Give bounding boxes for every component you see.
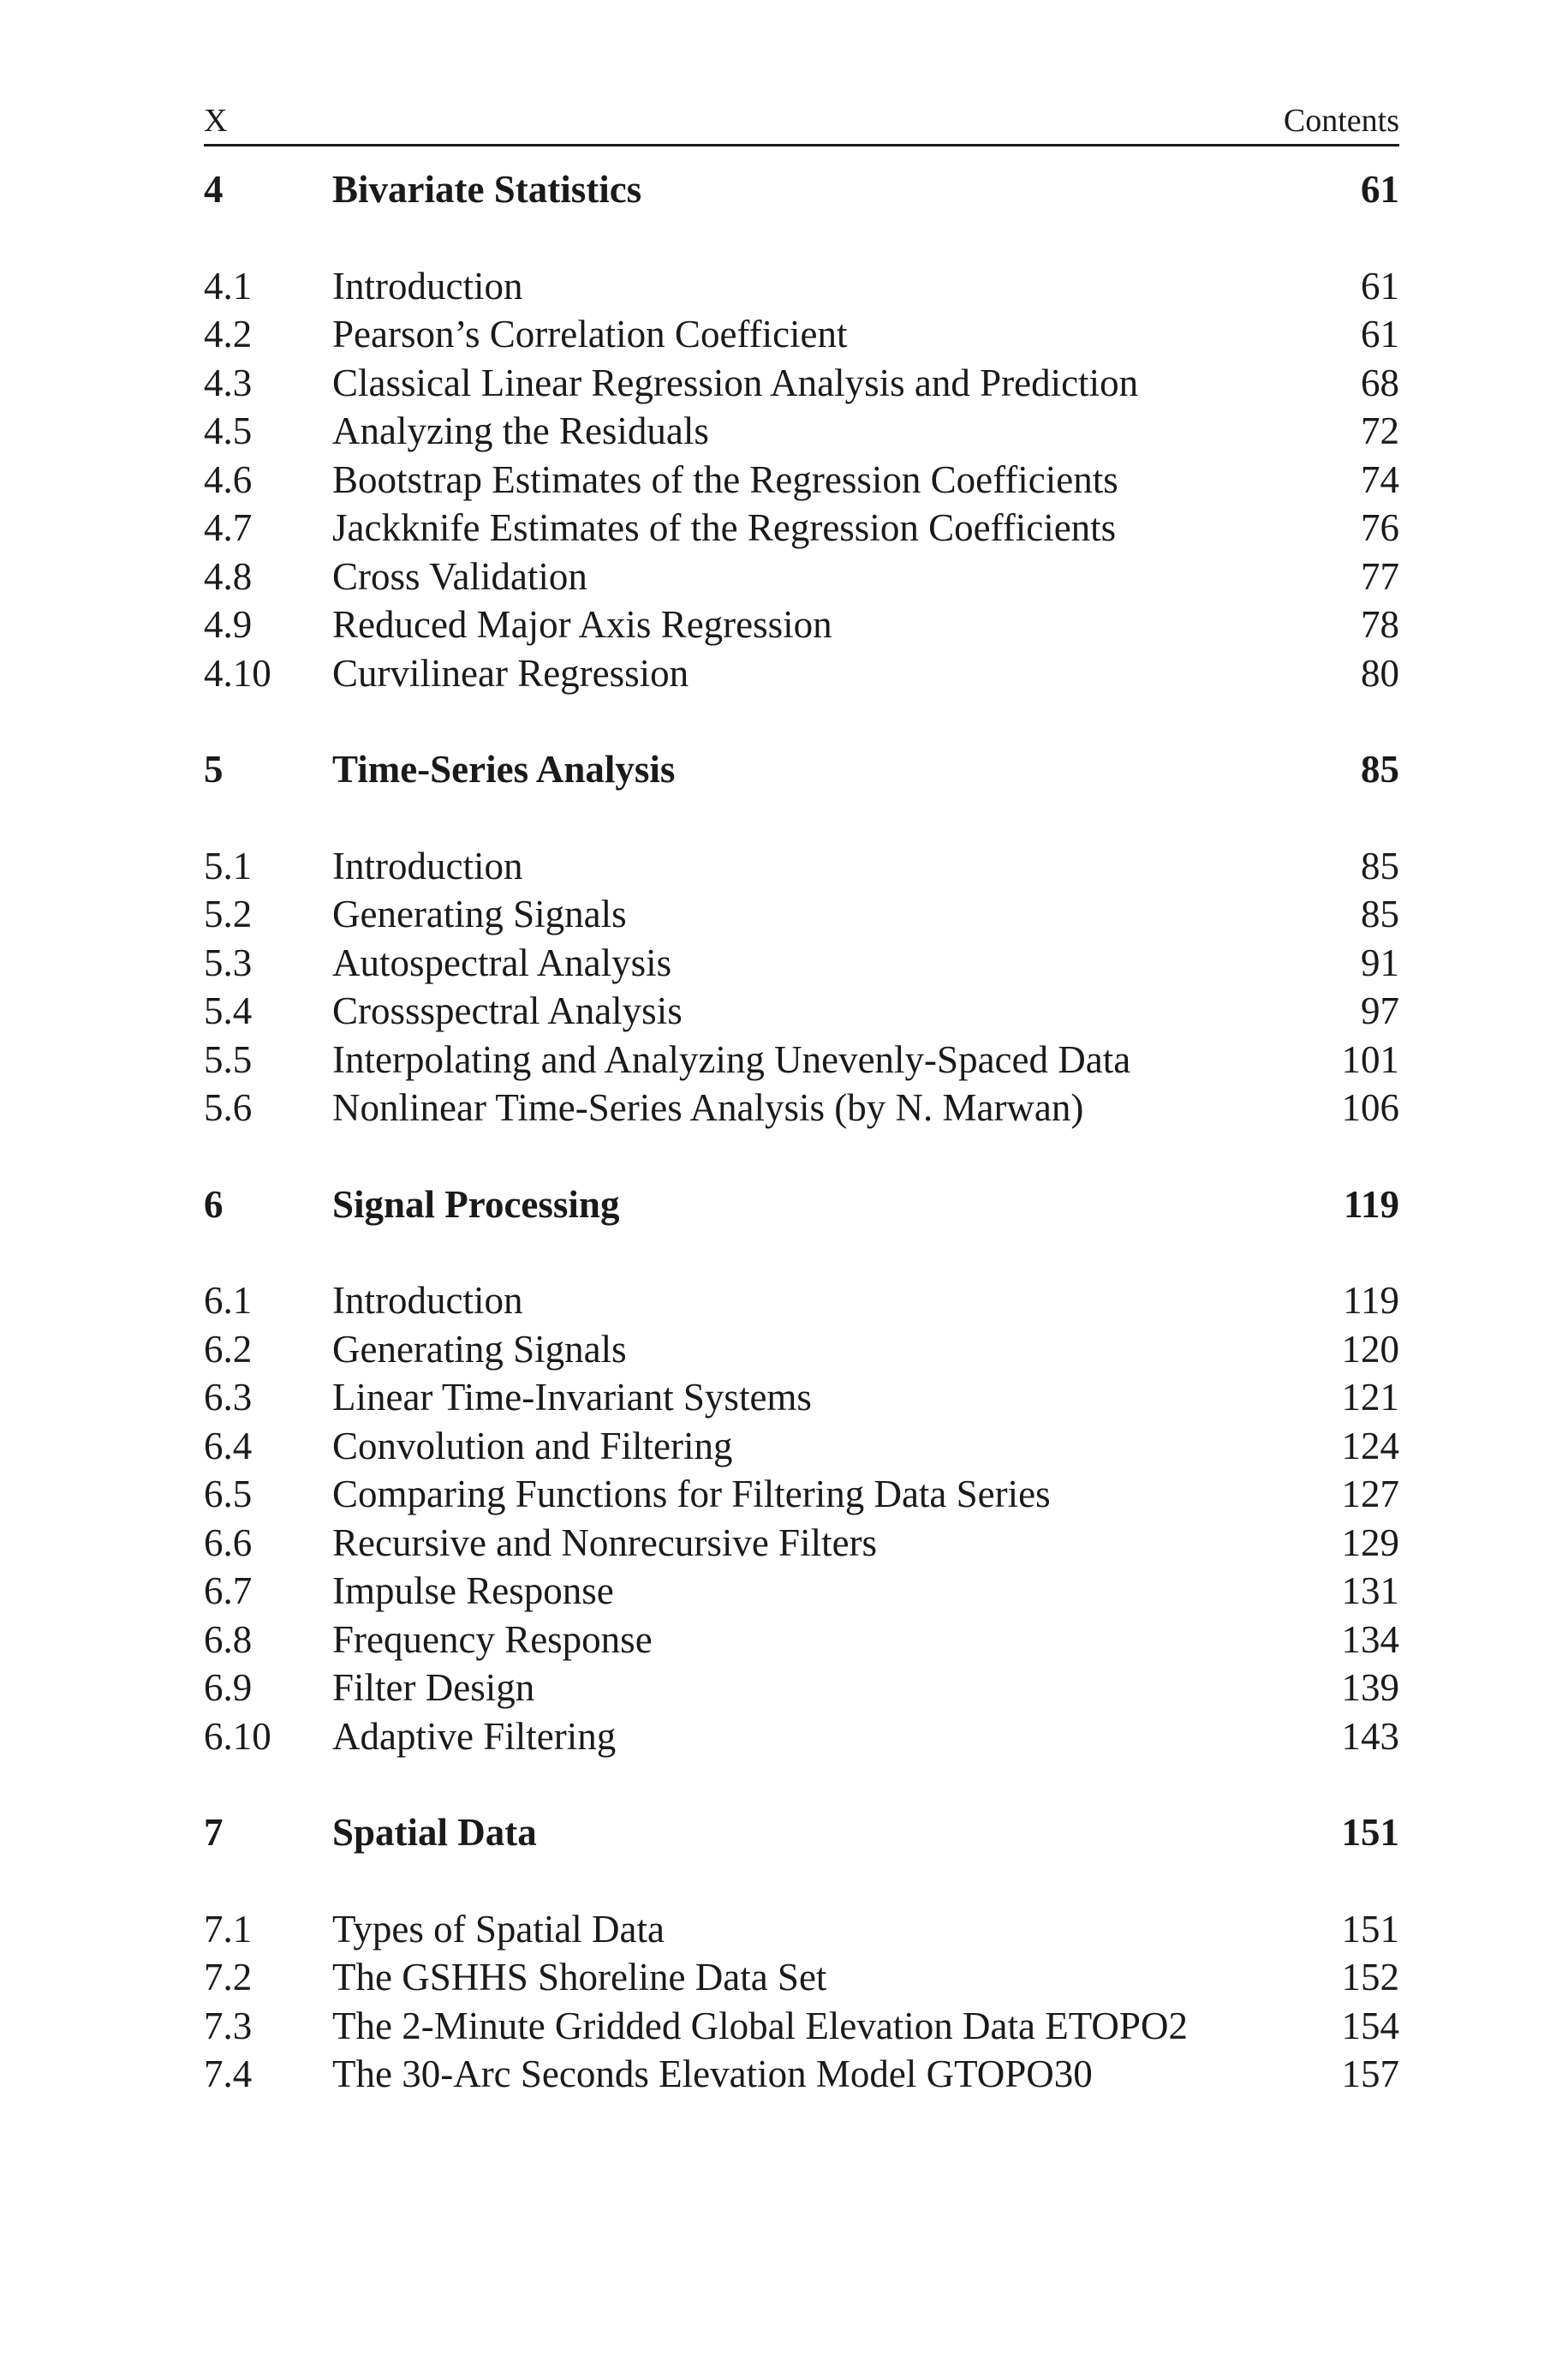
section-title: Cross Validation — [332, 554, 587, 598]
section-page: 80 — [1361, 651, 1399, 695]
section-number: 4.1 — [204, 264, 253, 308]
section-page: 77 — [1361, 554, 1399, 598]
section-title: The 2-Minute Gridded Global Elevation Data ETOPO2 — [332, 2004, 1188, 2047]
section-number: 7.1 — [204, 1907, 253, 1951]
chapter-page: 85 — [1361, 748, 1399, 791]
section-number: 7.4 — [204, 2052, 253, 2095]
section-title: Classical Linear Regression Analysis and Prediction — [332, 361, 1139, 404]
section-title: Bootstrap Estimates of the Regression Coefficients — [332, 457, 1118, 501]
toc-entry[interactable] — [204, 407, 1399, 456]
section-number: 4.7 — [204, 506, 253, 549]
toc-entry[interactable] — [204, 1953, 1399, 2002]
toc-entry[interactable] — [204, 1519, 1399, 1568]
section-number: 6.9 — [204, 1666, 253, 1709]
toc-entry[interactable] — [204, 1567, 1399, 1616]
toc-entry[interactable] — [204, 553, 1399, 601]
toc-entry[interactable] — [204, 1470, 1399, 1519]
chapter-heading[interactable] — [204, 1180, 1399, 1229]
toc-entry[interactable] — [204, 2002, 1399, 2051]
section-page: 151 — [1341, 1907, 1399, 1951]
section-number: 6.10 — [204, 1714, 271, 1758]
section-page: 129 — [1341, 1521, 1399, 1564]
section-number: 4.3 — [204, 361, 253, 404]
chapter-number: 7 — [204, 1811, 224, 1854]
section-page: 76 — [1361, 506, 1399, 549]
page-number-roman: X — [204, 103, 228, 139]
chapter-title: Bivariate Statistics — [332, 168, 642, 211]
section-title: Introduction — [332, 844, 523, 887]
section-title: Generating Signals — [332, 1327, 627, 1371]
chapter-number: 5 — [204, 748, 224, 791]
toc-entry[interactable] — [204, 649, 1399, 698]
toc-entry[interactable] — [204, 262, 1399, 311]
toc-entry[interactable] — [204, 456, 1399, 505]
toc-entry[interactable] — [204, 890, 1399, 939]
toc-entry[interactable] — [204, 1422, 1399, 1471]
section-number: 5.1 — [204, 844, 253, 887]
section-number: 5.5 — [204, 1037, 253, 1081]
section-number: 4.6 — [204, 457, 253, 501]
section-title: The GSHHS Shoreline Data Set — [332, 1956, 827, 1999]
section-title: Introduction — [332, 1279, 523, 1322]
section-title: Pearson’s Correlation Coefficient — [332, 313, 848, 356]
section-page: 139 — [1341, 1666, 1399, 1709]
section-title: Analyzing the Residuals — [332, 409, 709, 452]
toc-entry[interactable] — [204, 359, 1399, 408]
section-number: 6.2 — [204, 1327, 253, 1371]
section-page: 119 — [1343, 1279, 1399, 1322]
section-title: Linear Time-Invariant Systems — [332, 1376, 812, 1419]
toc-entry[interactable] — [204, 1712, 1399, 1761]
chapter-title: Signal Processing — [332, 1182, 620, 1226]
section-title: The 30-Arc Seconds Elevation Model GTOPO30 — [332, 2052, 1093, 2095]
section-number: 4.10 — [204, 651, 271, 695]
section-number: 6.1 — [204, 1279, 253, 1322]
section-number: 6.4 — [204, 1424, 253, 1467]
section-page: 68 — [1361, 361, 1399, 404]
chapter-number: 6 — [204, 1182, 224, 1226]
section-title: Nonlinear Time-Series Analysis (by N. Marwan) — [332, 1086, 1084, 1129]
section-page: 157 — [1341, 2052, 1399, 2095]
toc-entry[interactable] — [204, 1276, 1399, 1325]
section-page: 124 — [1341, 1424, 1399, 1467]
section-number: 6.6 — [204, 1521, 253, 1564]
section-number: 5.2 — [204, 893, 253, 935]
chapter-page: 119 — [1343, 1182, 1399, 1226]
section-page: 143 — [1341, 1714, 1399, 1758]
section-page: 72 — [1361, 409, 1399, 452]
section-page: 120 — [1341, 1327, 1399, 1371]
section-number: 4.2 — [204, 313, 253, 356]
section-page: 121 — [1341, 1376, 1399, 1419]
section-page: 154 — [1341, 2004, 1399, 2047]
chapter-heading[interactable] — [204, 745, 1399, 794]
toc-entry[interactable] — [204, 1084, 1399, 1132]
chapter-heading[interactable] — [204, 165, 1399, 214]
section-title: Comparing Functions for Filtering Data Series — [332, 1473, 1051, 1515]
section-title: Recursive and Nonrecursive Filters — [332, 1521, 878, 1564]
section-page: 131 — [1341, 1569, 1399, 1612]
toc-entry[interactable] — [204, 1664, 1399, 1712]
toc-entry[interactable] — [204, 1616, 1399, 1664]
section-title: Generating Signals — [332, 893, 627, 935]
toc-entry[interactable] — [204, 600, 1399, 649]
chapter-title: Spatial Data — [332, 1811, 537, 1854]
section-number: 5.4 — [204, 989, 253, 1032]
section-title: Adaptive Filtering — [332, 1714, 617, 1758]
chapter-heading[interactable] — [204, 1808, 1399, 1857]
section-number: 6.8 — [204, 1617, 253, 1661]
section-number: 7.3 — [204, 2004, 253, 2047]
toc-entry[interactable] — [204, 310, 1399, 359]
section-page: 101 — [1341, 1037, 1399, 1081]
section-page: 78 — [1361, 603, 1399, 646]
section-number: 5.3 — [204, 941, 253, 984]
section-title: Autospectral Analysis — [332, 941, 672, 984]
toc-entry[interactable] — [204, 842, 1399, 891]
section-number: 5.6 — [204, 1086, 253, 1129]
section-title: Filter Design — [332, 1666, 535, 1709]
toc-entry[interactable] — [204, 1036, 1399, 1084]
section-page: 85 — [1361, 893, 1399, 935]
section-page: 152 — [1341, 1956, 1399, 1999]
section-page: 74 — [1361, 457, 1399, 501]
section-title: Jackknife Estimates of the Regression Coefficients — [332, 506, 1117, 549]
section-number: 4.9 — [204, 603, 253, 646]
toc-entry[interactable] — [204, 1905, 1399, 1954]
section-page: 61 — [1361, 264, 1399, 308]
chapter-number: 4 — [204, 168, 224, 211]
chapter-page: 61 — [1361, 168, 1399, 211]
section-title: Reduced Major Axis Regression — [332, 603, 832, 646]
running-title: Contents — [1283, 103, 1399, 139]
toc-entry[interactable] — [204, 939, 1399, 988]
section-title: Convolution and Filtering — [332, 1424, 733, 1467]
chapter-title: Time-Series Analysis — [332, 748, 676, 791]
section-page: 85 — [1361, 844, 1399, 887]
section-title: Introduction — [332, 264, 523, 308]
toc-entry[interactable] — [204, 1373, 1399, 1422]
toc-entry[interactable] — [204, 2050, 1399, 2099]
chapter-page: 151 — [1341, 1811, 1399, 1854]
toc-entry[interactable] — [204, 504, 1399, 553]
running-head — [204, 101, 1399, 146]
section-title: Impulse Response — [332, 1569, 614, 1612]
section-title: Types of Spatial Data — [332, 1907, 665, 1951]
section-title: Interpolating and Analyzing Unevenly-Spaced Data — [332, 1037, 1131, 1081]
section-number: 6.7 — [204, 1569, 253, 1612]
book-page — [204, 101, 1399, 2099]
section-page: 127 — [1341, 1473, 1399, 1515]
section-number: 4.8 — [204, 554, 253, 598]
section-page: 106 — [1341, 1086, 1399, 1129]
section-page: 134 — [1341, 1617, 1399, 1661]
section-title: Crossspectral Analysis — [332, 989, 683, 1032]
section-number: 6.5 — [204, 1473, 253, 1515]
section-number: 7.2 — [204, 1956, 253, 1999]
toc-entry[interactable] — [204, 1325, 1399, 1374]
section-title: Curvilinear Regression — [332, 651, 689, 695]
section-page: 61 — [1361, 313, 1399, 356]
toc-entry[interactable] — [204, 987, 1399, 1036]
section-number: 4.5 — [204, 409, 253, 452]
section-page: 91 — [1361, 941, 1399, 984]
section-number: 6.3 — [204, 1376, 253, 1419]
table-of-contents — [204, 165, 1399, 2099]
section-title: Frequency Response — [332, 1617, 653, 1661]
section-page: 97 — [1361, 989, 1399, 1032]
